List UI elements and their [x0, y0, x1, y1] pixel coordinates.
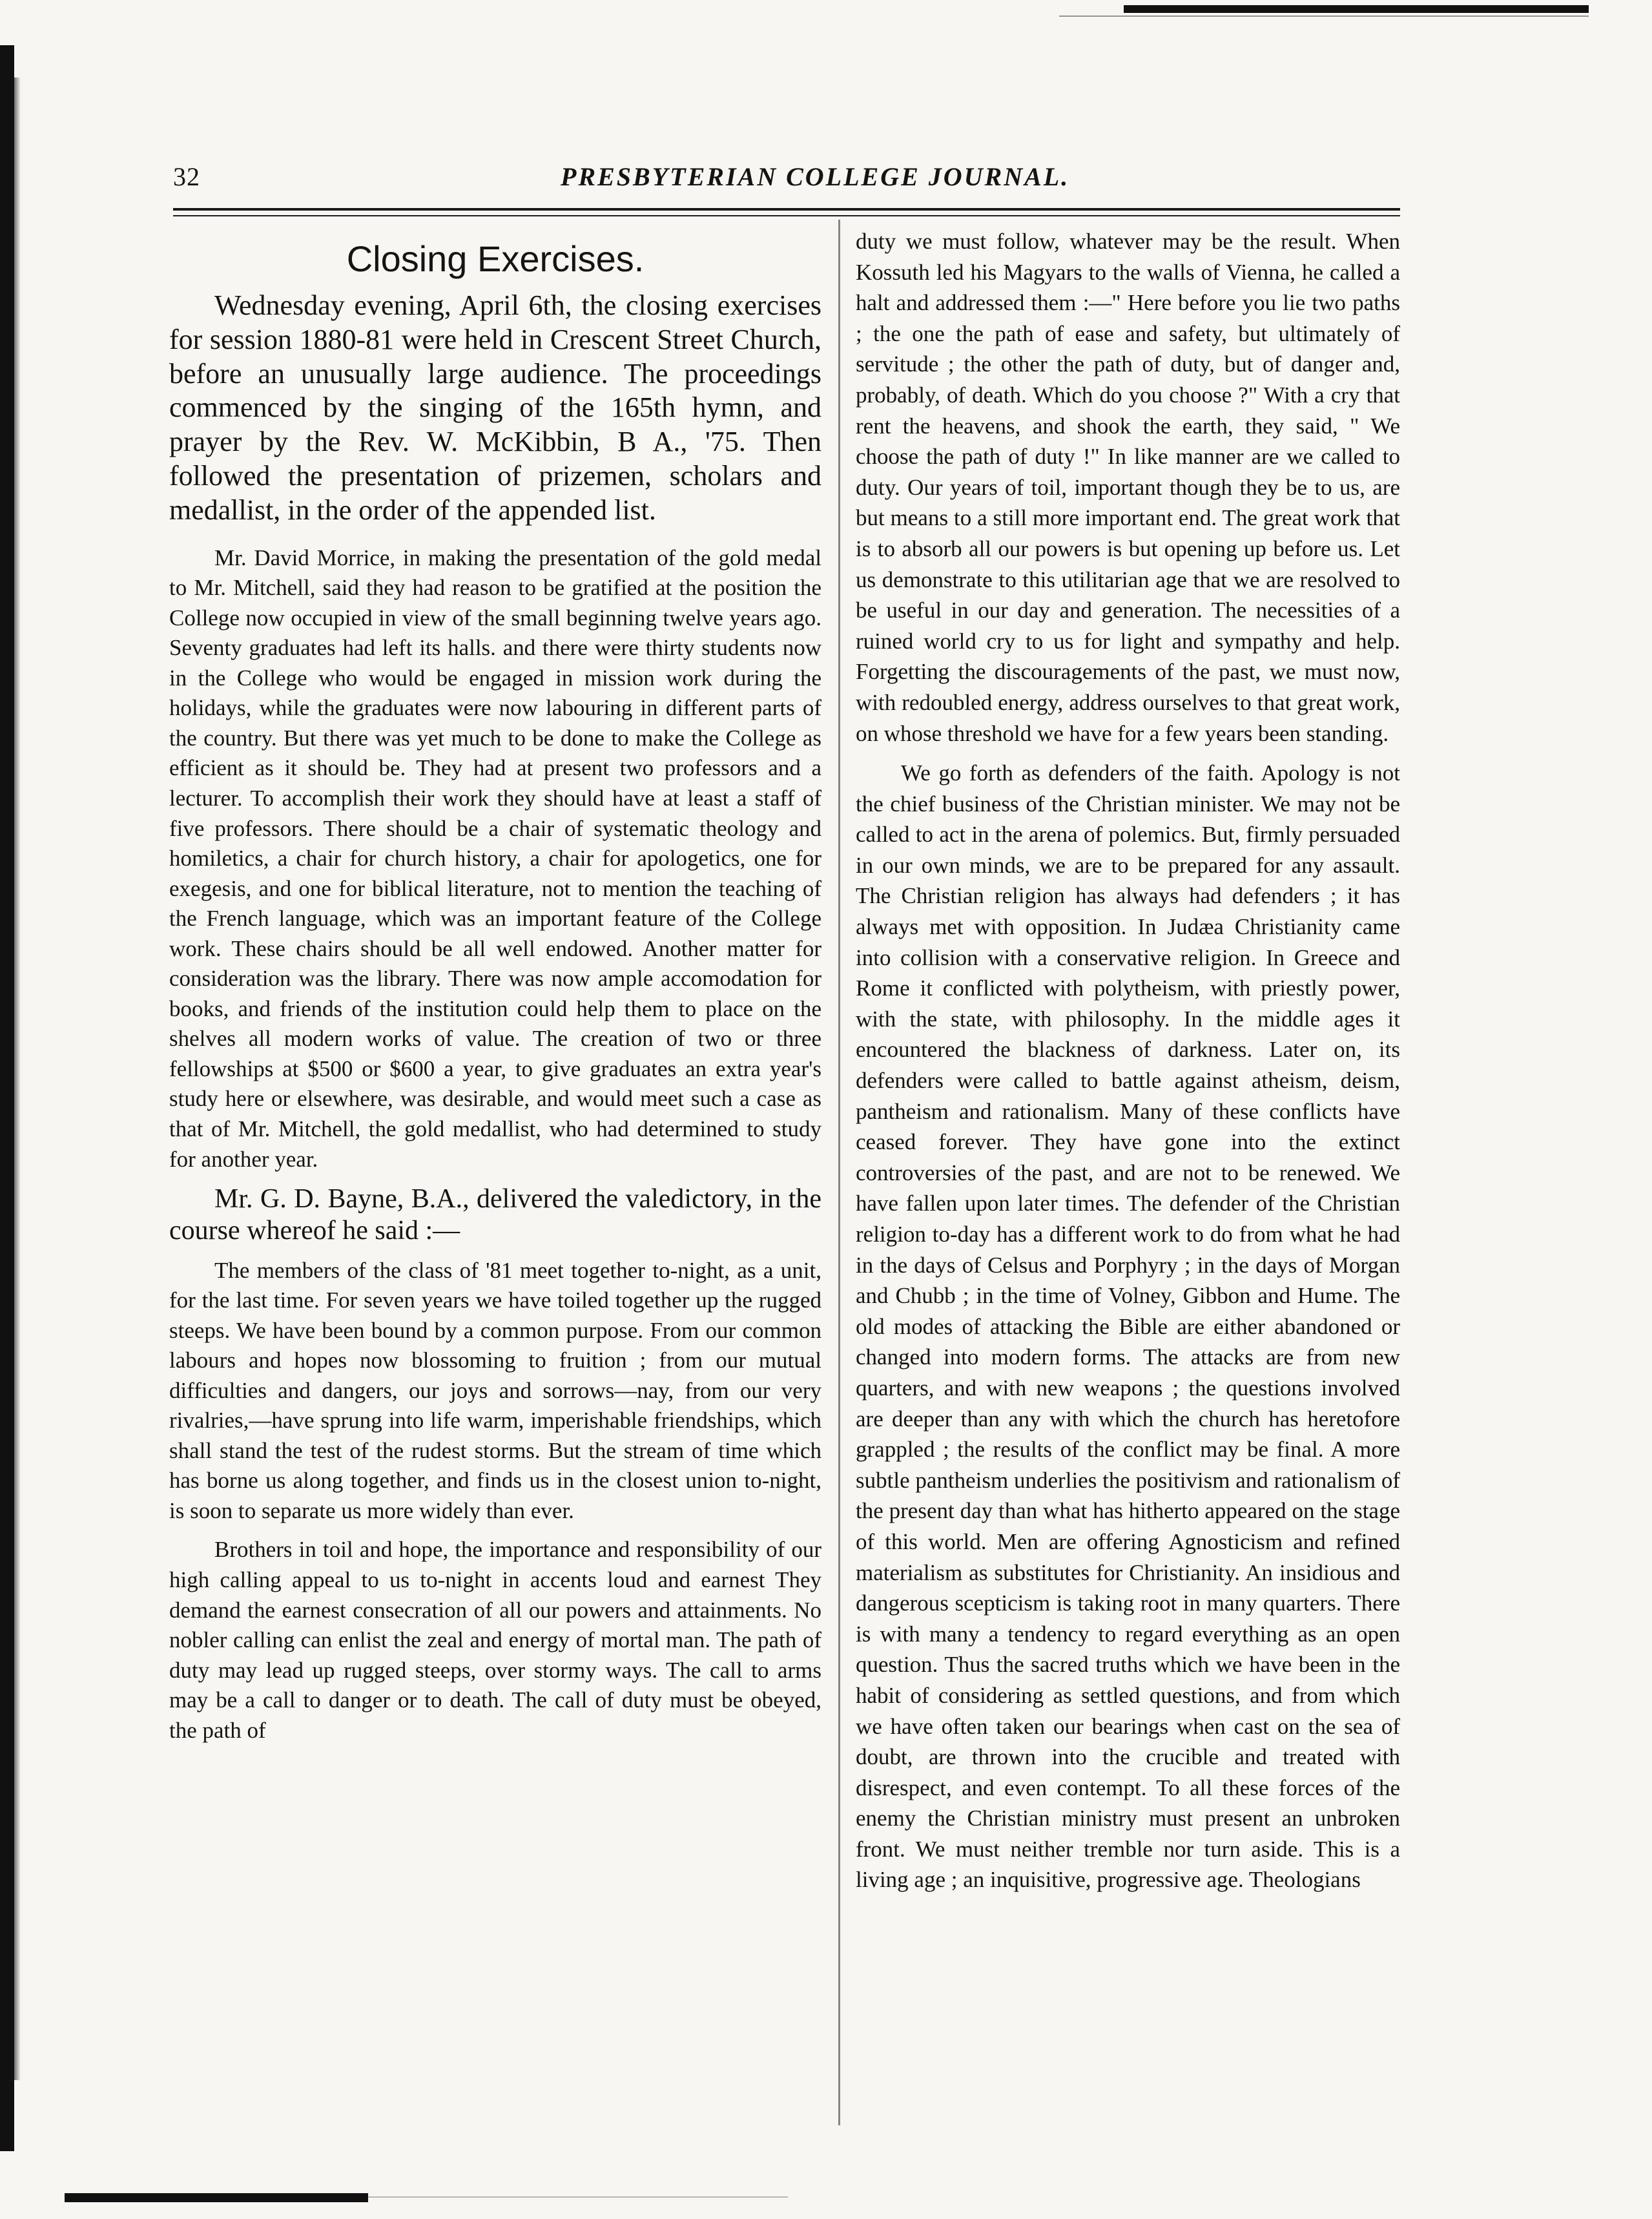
scan-edge-top-line — [1059, 16, 1589, 17]
header-rule-thin — [173, 215, 1400, 216]
paragraph: The members of the class of '81 meet together to-night, as a unit, for the last time. For seven years we have toiled together up the rugged steeps. We have been bound by a common purpose. From our common labours and hopes now blossoming to fruition ; from our mutual difficulties and dangers, our joys and sorrows—nay, from our very rivalries,—have sprung into life warm, imperishable friendships, which shall stand the test of the rudest storms. But the stream of time which has borne us along together, and finds us in the closest union to-night, is soon to separate us more widely than ever. — [169, 1257, 821, 1523]
scan-edge-top — [1124, 5, 1589, 13]
paragraph: Mr. David Morrice, in making the presentation of the gold medal to Mr. Mitchell, said they had reason to be gratified at the position the College now occupied in view of the small beginning twelve years ago. Seventy graduates had left its halls. and there were thirty students now in the College who would be engaged in mission work during the holidays, while the graduates were now labouring in different parts of the country. But there was yet much to be done to make the College as efficient as it should be. They had at present two professors and a lecturer. To accomplish their work they should have at least a staff of five professors. There should be a chair of systematic theology and homiletics, a chair for church history, a chair for apologetics, one for exegesis, and one for biblical literature, not to mention the teaching of the French language, which was an important feature of the College work. These chairs should be all well endowed. Another matter for consideration was the library. There was now ample accomodation for books, and friends of the institution could help them to place on the shelves all modern works of value. The creation of two or three fellowships at $500 or $600 a year, to give graduates an extra year's study here or elsewhere, was desirable, and would meet such a case as that of Mr. Mitchell, the gold medallist, who had determined to study for another year. — [169, 545, 821, 1172]
paragraph: duty we must follow, whatever may be the result. When Kossuth led his Magyars to the walls of Vienna, he called a halt and addressed them :—" Here before you lie two paths ; the one the path of ease and safety, but ultimately of servitude ; the other the path of duty, but of danger and, probably, of death. Which do you choose ?" With a cry that rent the heavens, and shook the earth, they said, " We choose the path of duty !" In like manner are we called to duty. Our years of toil, important though they be to us, are but means to a still more important end. The great work that is to absorb all our powers is but opening up before us. Let us demonstrate to this utilitarian age that we are resolved to be useful in our day and generation. The necessities of a ruined world cry to us for light and sympathy and help. Forgetting the discouragements of the past, we must now, with redoubled energy, address ourselves to that great work, on whose threshold we have for a few years been standing. — [856, 229, 1400, 746]
page-number: 32 — [173, 162, 200, 191]
paragraph: Wednesday evening, April 6th, the closing exercises for session 1880-81 were held in Crescent Street Church, before an unusually large audience. The proceedings commenced by the singing of the 165th hymn, and prayer by the Rev. W. McKibbin, B A., '75. Then followed the presentation of prizemen, scholars and medallist, in the order of the appended list. — [169, 289, 821, 526]
column-divider — [838, 220, 840, 2125]
left-column — [169, 226, 821, 1755]
header-rule-thick — [173, 208, 1400, 211]
paragraph: We go forth as defenders of the faith. Apology is not the chief business of the Christian minister. We may not be called to act in the arena of polemics. But, firmly persuaded in our own minds, we are to be prepared for any assault. The Christian religion has always had defenders ; it has always met with opposition. In Judæa Christianity came into collision with a conservative religion. In Greece and Rome it conflicted with polytheism, with priestly power, with the state, with philosophy. In the middle ages it encountered the blackness of darkness. Later on, its defenders were called to battle against atheism, deism, pantheism and rationalism. Many of these conflicts have ceased forever. They have gone into the extinct controversies of the past, and are not to be renewed. We have fallen upon later times. The defender of the Christian religion to-day has a different work to do from what he had in the days of Celsus and Porphyry ; in the days of Morgan and Chubb ; in the time of Volney, Gibbon and Hume. The old modes of attacking the Bible are either abandoned or changed into modern forms. The attacks are from new quarters, and with new weapons ; the questions involved are deeper than any with which the church has heretofore grappled ; the results of the conflict may be final. A more subtle pantheism underlies the positivism and rationalism of the present day than what has hitherto appeared on the stage of this world. Men are offering Agnosticism and refined materialism as substitutes for Christianity. An insidious and dangerous scepticism is taking root in many quarters. There is with many a tendency to regard everything as an open question. Thus the sacred truths which we have been in the habit of considering as settled questions, and from which we have often taken our bearings when cast on the sea of doubt, are thrown into the crucible and treated with disrespect, and even contempt. To all these forces of the enemy the Christian ministry must present an unbroken front. We must neither tremble nor turn aside. This is a living age ; an inquisitive, progressive age. Theologians — [856, 760, 1400, 1893]
paragraph: Mr. G. D. Bayne, B.A., delivered the valedictory, in the course whereof he said :— — [169, 1184, 821, 1245]
running-title: PRESBYTERIAN COLLEGE JOURNAL. — [561, 162, 1070, 191]
section-title: Closing Exercises. — [346, 238, 645, 279]
right-column — [856, 226, 1400, 1904]
scan-edge-shadow — [14, 78, 21, 2080]
scan-edge-bottom — [65, 2193, 368, 2202]
scan-edge-bottom-line — [368, 2196, 788, 2198]
scan-edge-left — [0, 45, 14, 2151]
page-header — [173, 161, 1407, 200]
paragraph: Brothers in toil and hope, the importance and responsibility of our high calling appeal to us to-night in accents loud and earnest They demand the earnest consecration of all our powers and attainments. No nobler calling can enlist the zeal and energy of mortal man. The path of duty may lead up rugged steeps, over stormy ways. The call to arms may be a call to danger or to death. The call of duty must be obeyed, the path of — [169, 1537, 821, 1743]
